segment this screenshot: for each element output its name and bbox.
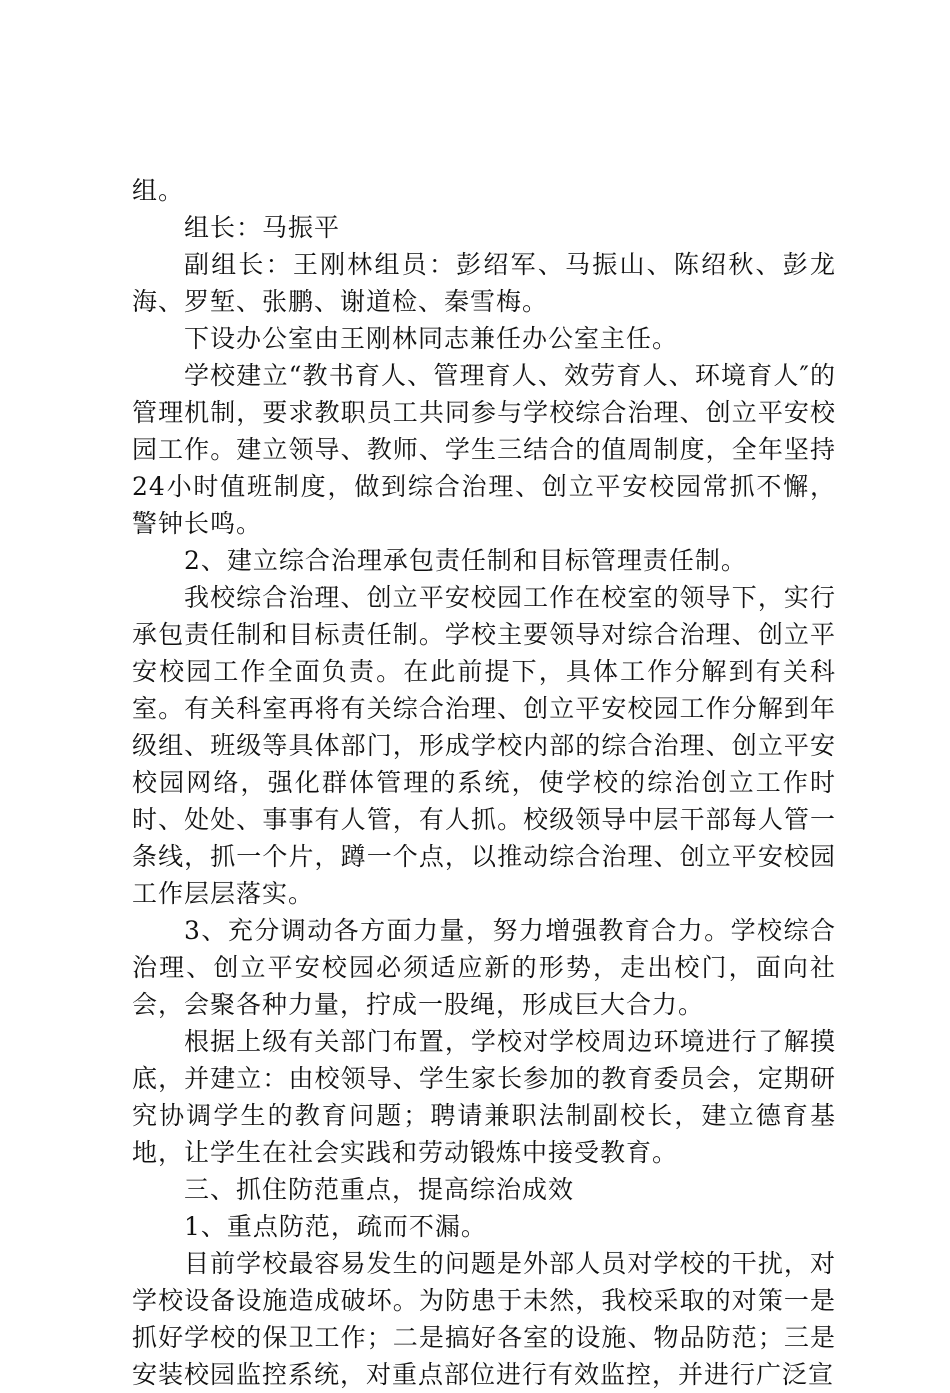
paragraph: 3、充分调动各方面力量，努力增强教育合力。学校综合治理、创立平安校园必须适应新的形势，走出校门，面向社会，会聚各种力量，拧成一股绳，形成巨大合力。 — [132, 916, 836, 1019]
paragraph: 1、重点防范，疏而不漏。 — [184, 1212, 487, 1241]
paragraph: 根据上级有关部门布置，学校对学校周边环境进行了解摸底，并建立：由校领导、学生家长参加的教育委员会，定期研究协调学生的教育问题；聘请兼职法制副校长，建立德育基地，让学生在社会实践和劳动锻炼中接受教育。 — [132, 1027, 836, 1167]
document-body — [132, 172, 836, 1393]
paragraph: 目前学校最容易发生的问题是外部人员对学校的干扰，对学校设备设施造成破坏。为防患于未然，我校采取的对策一是抓好学校的保卫工作；二是搞好各室的设施、物品防范；三是安装校园监控系统，对重点部位进行有效监控，并进行广泛宣 — [132, 1249, 836, 1389]
paragraph: 组长：马振平 — [184, 213, 341, 242]
paragraph: 学校建立“教书育人、管理育人、效劳育人、环境育人″的管理机制，要求教职员工共同参与学校综合治理、创立平安校园工作。建立领导、教师、学生三结合的值周制度，全年坚持24小时值班制度，做到综合治理、创立平安校园常抓不懈，警钟长鸣。 — [132, 361, 836, 538]
paragraph: 组。 — [132, 176, 185, 205]
paragraph: 副组长：王刚林组员：彭绍军、马振山、陈绍秋、彭龙海、罗堑、张鹏、谢道检、秦雪梅。 — [132, 250, 836, 316]
section-heading: 三、抓住防范重点，提高综治成效 — [184, 1175, 575, 1204]
paragraph: 下设办公室由王刚林同志兼任办公室主任。 — [184, 324, 679, 353]
paragraph: 2、建立综合治理承包责任制和目标管理责任制。 — [184, 546, 747, 575]
paragraph: 我校综合治理、创立平安校园工作在校室的领导下，实行承包责任制和目标责任制。学校主要领导对综合治理、创立平安校园工作全面负责。在此前提下，具体工作分解到有关科室。有关科室再将有关综合治理、创立平安校园工作分解到年级组、班级等具体部门，形成学校内部的综合治理、创立平安校园网络，强化群体管理的系统，使学校的综治创立工作时时、处处、事事有人管，有人抓。校级领导中层干部每人管一条线，抓一个片，蹲一个点，以推动综合治理、创立平安校园工作层层落实。 — [132, 583, 836, 908]
